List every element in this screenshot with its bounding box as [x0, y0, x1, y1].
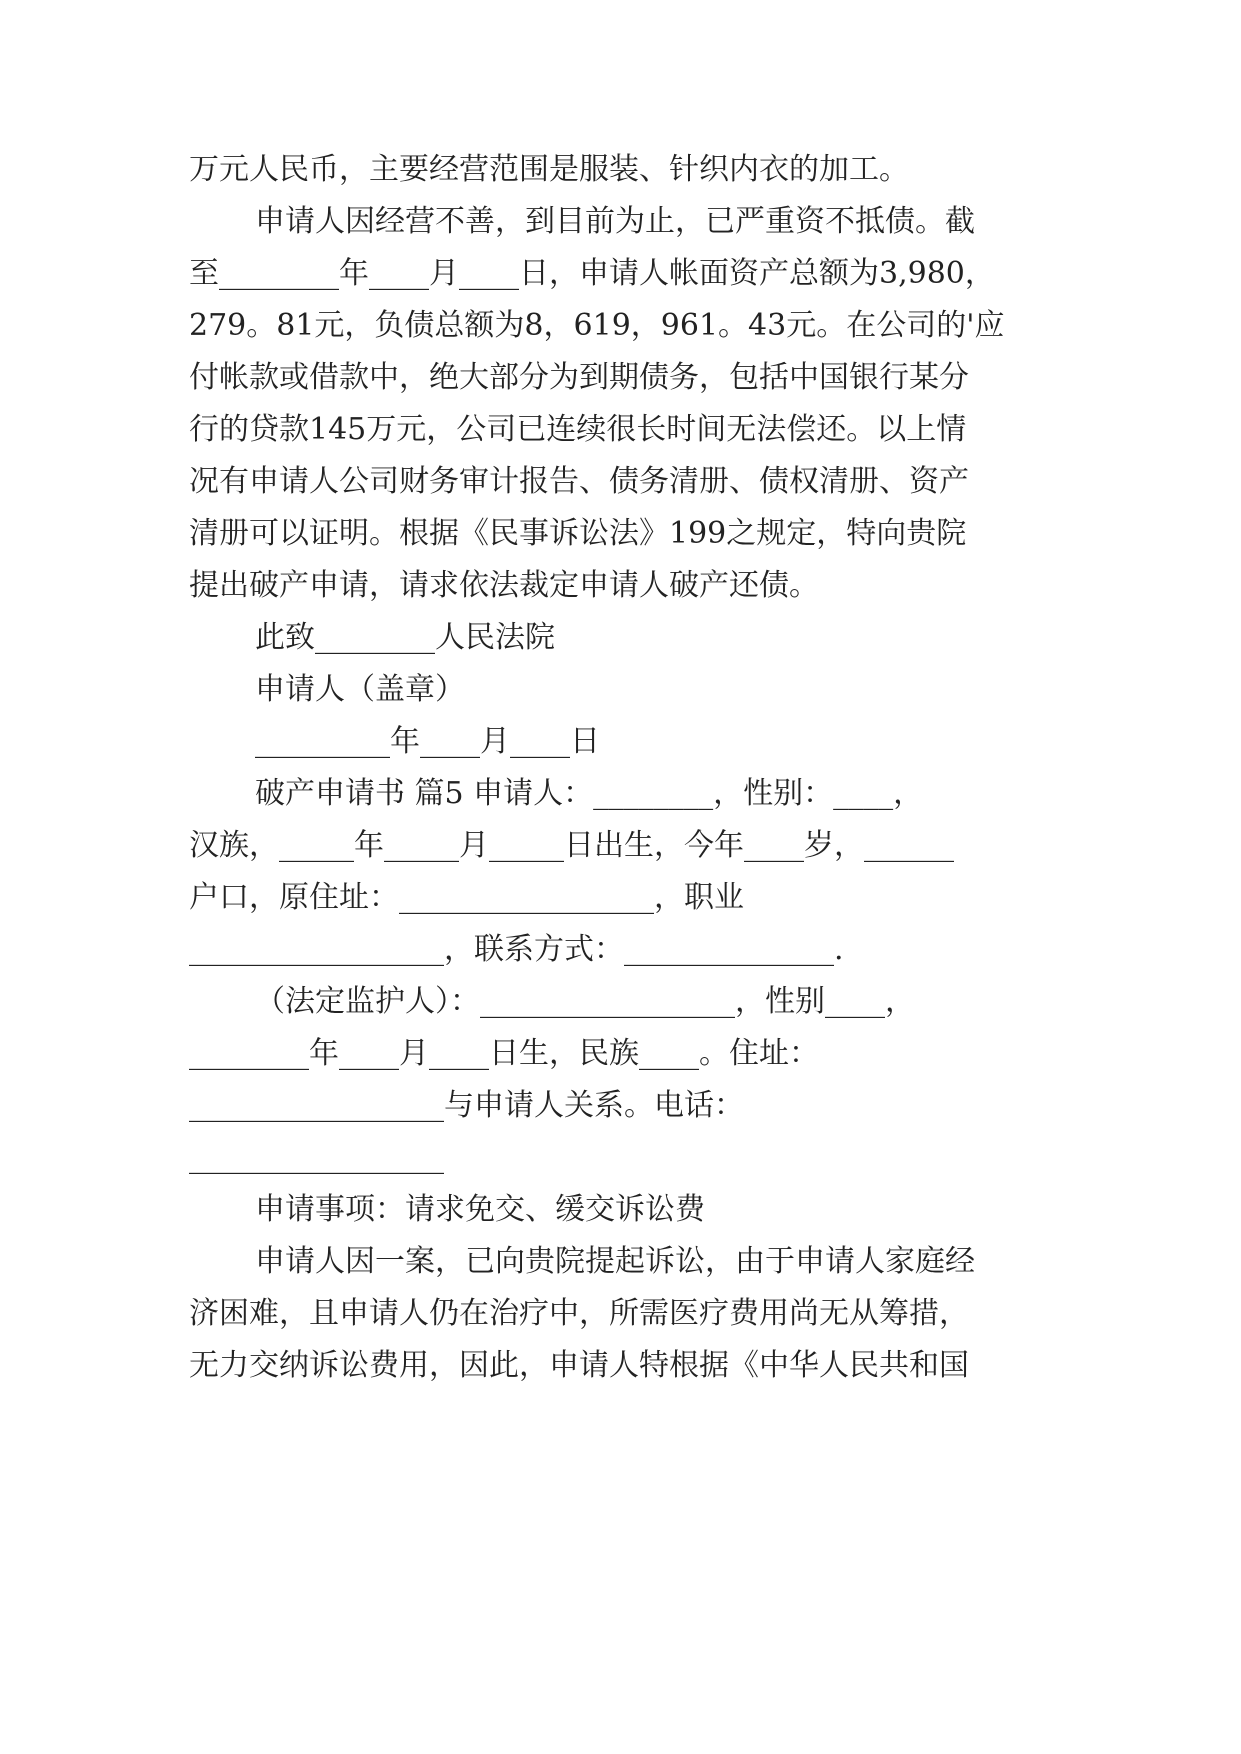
paragraph-line: 279。81元，负债总额为8，619，961。43元。在公司的'应 [189, 308, 1005, 343]
paragraph-line: 清册可以证明。根据《民事诉讼法》199之规定，特向贵院 [189, 516, 967, 551]
paragraph-line: 无力交纳诉讼费用，因此，申请人特根据《中华人民共和国 [189, 1348, 969, 1383]
guardian-line: （法定监护人）：_________________，性别____， [255, 984, 915, 1019]
form-line: _________________，联系方式：______________. [189, 932, 844, 967]
form-line: 户口，原住址：_________________，职业 [189, 880, 744, 915]
paragraph-line: 行的贷款145万元，公司已连续很长时间无法偿还。以上情 [189, 412, 967, 447]
paragraph-line: 至________年____月____日，申请人帐面资产总额为3,980， [189, 256, 995, 291]
paragraph-line: 提出破产申请，请求依法裁定申请人破产还债。 [189, 568, 819, 603]
paragraph-line: 济困难，且申请人仍在治疗中，所需医疗费用尚无从筹措， [189, 1296, 969, 1331]
salutation-line: 此致________人民法院 [255, 620, 555, 655]
applicant-seal-line: 申请人（盖章） [255, 672, 465, 707]
form-line: _________________ [189, 1140, 444, 1175]
paragraph-line: 申请人因经营不善，到目前为止，已严重资不抵债。截 [255, 204, 975, 239]
form-line: ________年____月____日生，民族____。住址： [189, 1036, 819, 1071]
paragraph-line: 况有申请人公司财务审计报告、债务清册、债权清册、资产 [189, 464, 969, 499]
paragraph-line: 万元人民币，主要经营范围是服装、针织内衣的加工。 [189, 152, 909, 187]
request-items-line: 申请事项：请求免交、缓交诉讼费 [255, 1192, 705, 1227]
section-heading-line: 破产申请书 篇5 申请人：________，性别：____， [255, 776, 924, 811]
date-line: _________年____月____日 [255, 724, 600, 759]
form-line: _________________与申请人关系。电话： [189, 1088, 744, 1123]
paragraph-line: 申请人因一案，已向贵院提起诉讼，由于申请人家庭经 [255, 1244, 975, 1279]
form-line: 汉族，_____年_____月_____日出生，今年____岁，______ [189, 828, 954, 863]
paragraph-line: 付帐款或借款中，绝大部分为到期债务，包括中国银行某分 [189, 360, 969, 395]
